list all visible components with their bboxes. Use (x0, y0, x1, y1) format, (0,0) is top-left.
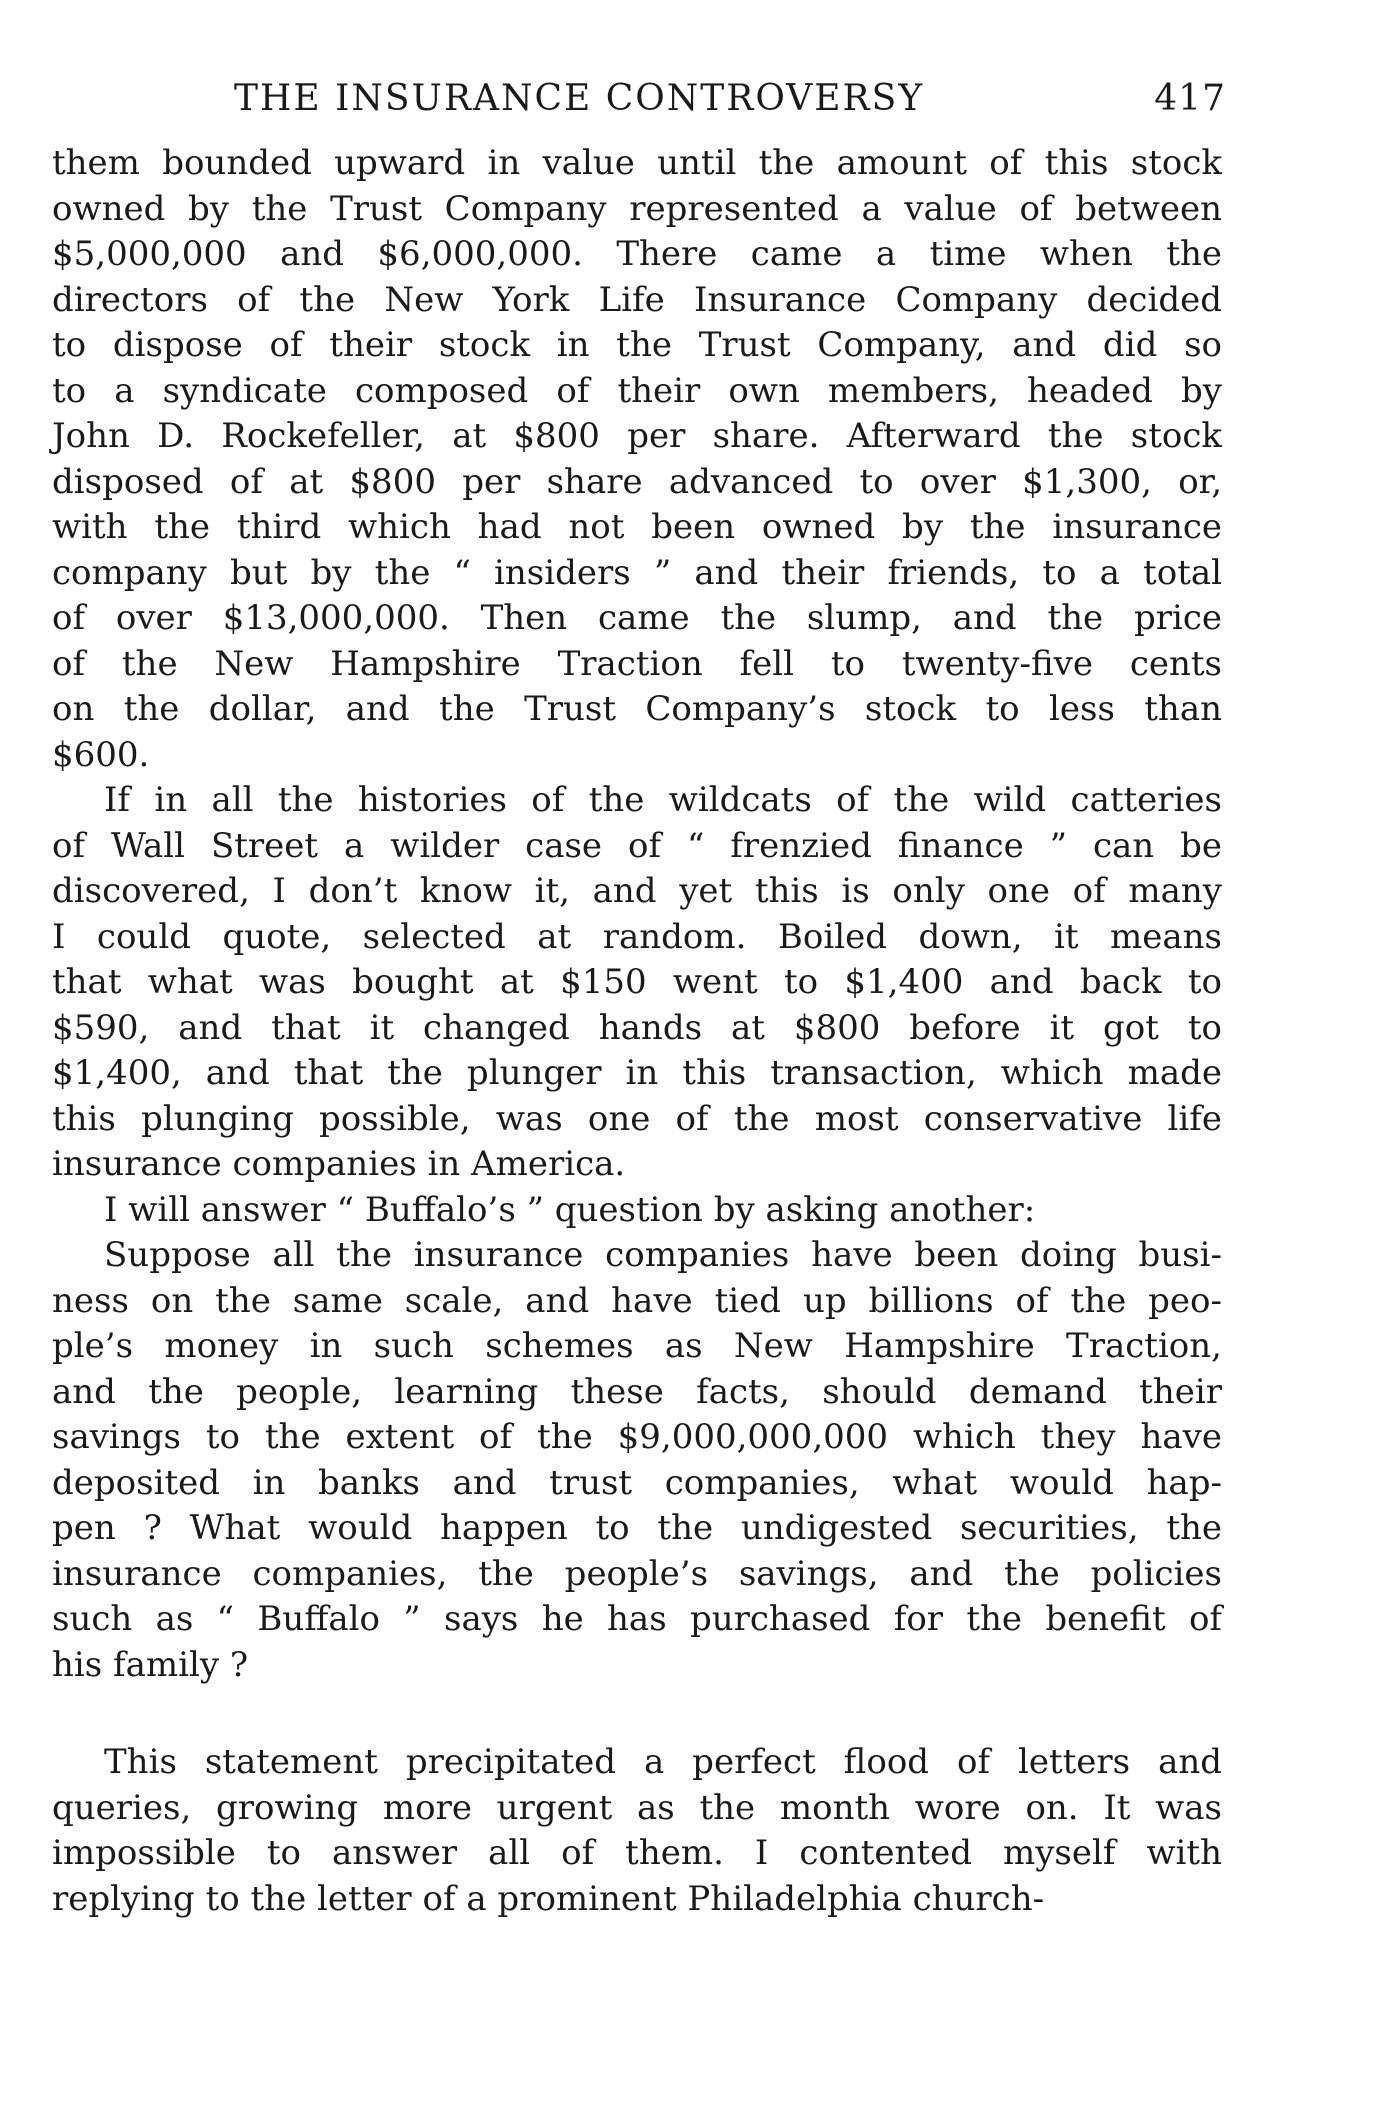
text-line: queries, growing more urgent as the month wore on. It was (52, 1787, 1222, 1828)
text-line: on the dollar, and the Trust Company’s stock to less than (52, 689, 1222, 729)
paragraph (52, 1188, 1222, 1234)
text-line: If in all the histories of the wildcats of the wild catteries (104, 780, 1222, 820)
text-line: $590, and that it changed hands at $800 before it got to (52, 1007, 1222, 1048)
text-line: and the people, learning these facts, should demand their (52, 1371, 1222, 1412)
running-head (234, 78, 1226, 119)
text-line: to a syndicate composed of their own members, headed by (52, 370, 1222, 411)
page-number: 417 (1154, 78, 1226, 119)
paragraph (52, 1740, 1222, 1922)
text-line: such as “ Buffalo ” says he has purchased for the benefit of (52, 1599, 1222, 1639)
text-line: insurance companies in America. (52, 1144, 626, 1184)
text-line: I will answer “ Buffalo’s ” question by asking another: (104, 1189, 1036, 1230)
section-gap (52, 1688, 1222, 1740)
text-line: replying to the letter of a prominent Philadelphia church- (52, 1878, 1045, 1919)
text-line: $600. (52, 734, 150, 775)
text-line: This statement precipitated a perfect flood of letters and (104, 1742, 1222, 1782)
text-line: $5,000,000 and $6,000,000. There came a time when the (52, 234, 1222, 274)
paragraph (52, 1233, 1222, 1688)
body-text (52, 141, 1222, 1922)
text-line: directors of the New York Life Insurance Company decided (52, 279, 1222, 320)
text-line: this plunging possible, was one of the most conservative life (52, 1098, 1222, 1139)
running-title: THE INSURANCE CONTROVERSY (234, 78, 925, 119)
text-line: company but by the “ insiders ” and their friends, to a total (52, 552, 1222, 593)
text-line: discovered, I don’t know it, and yet this is only one of many (52, 871, 1222, 911)
text-line: deposited in banks and trust companies, what would hap- (52, 1462, 1222, 1503)
text-line: I could quote, selected at random. Boiled down, it means (52, 916, 1222, 957)
text-line: of Wall Street a wilder case of “ frenzied finance ” can be (52, 825, 1222, 866)
text-line: his family ? (52, 1644, 249, 1685)
text-line: them bounded upward in value until the amount of this stock (52, 143, 1222, 183)
text-line: insurance companies, the people’s savings, and the policies (52, 1553, 1222, 1594)
text-line: of the New Hampshire Traction fell to twenty-five cents (52, 643, 1222, 684)
text-line: savings to the extent of the $9,000,000,000 which they have (52, 1417, 1222, 1457)
text-line: disposed of at $800 per share advanced to over $1,300, or, (52, 461, 1222, 502)
text-line: Suppose all the insurance companies have been doing busi- (104, 1235, 1222, 1275)
text-line: ness on the same scale, and have tied up billions of the peo- (52, 1280, 1222, 1321)
text-line: $1,400, and that the plunger in this transaction, which made (52, 1053, 1222, 1093)
text-line: ple’s money in such schemes as New Hampshire Traction, (52, 1326, 1222, 1366)
paragraph (52, 141, 1222, 778)
text-line: to dispose of their stock in the Trust Company, and did so (52, 325, 1222, 365)
text-line: John D. Rockefeller, at $800 per share. Afterward the stock (52, 416, 1222, 456)
text-line: impossible to answer all of them. I contented myself with (52, 1833, 1222, 1873)
book-page (52, 78, 1226, 1922)
text-line: pen ? What would happen to the undigested securities, the (52, 1508, 1222, 1548)
text-line: owned by the Trust Company represented a value of between (52, 188, 1222, 229)
text-line: of over $13,000,000. Then came the slump, and the price (52, 598, 1222, 638)
text-line: that what was bought at $150 went to $1,400 and back to (52, 962, 1222, 1002)
paragraph (52, 778, 1222, 1188)
text-line: with the third which had not been owned by the insurance (52, 507, 1222, 547)
